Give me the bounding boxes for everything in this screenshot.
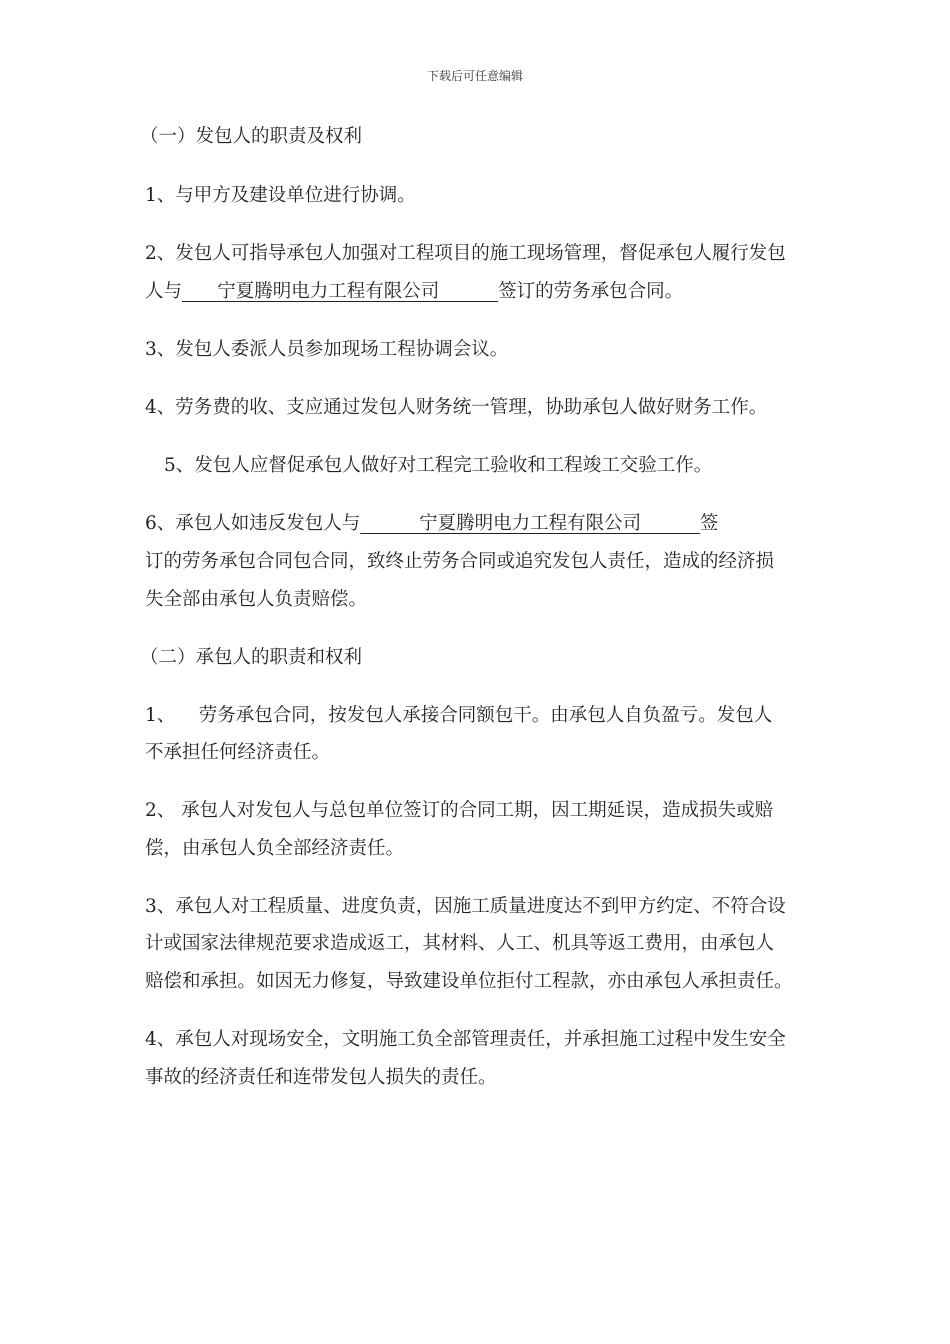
text: 签 [699,513,719,534]
company-name-blank: 宁夏腾明电力工程有限公司 [182,281,499,302]
section1-item6-line2: 订的劳务承包合同包合同，致终止劳务合同或追究发包人责任，造成的经济损 [145,551,775,572]
company-name-blank: 宁夏腾明电力工程有限公司 [360,513,700,534]
section2-item2-line2: 偿，由承包人负全部经济责任。 [145,838,405,859]
section2-item4-line2: 事故的经济责任和连带发包人损失的责任。 [145,1067,497,1088]
section1-item6-line1 [145,511,718,537]
text: 人与 [145,281,183,302]
section2-item3-line2: 计或国家法律规范要求造成返工，其材料、人工、机具等返工费用，由承包人 [145,933,775,954]
section1-item5: 5、发包人应督促承包人做好对工程完工验收和工程竣工交验工作。 [164,455,713,476]
section1-item4: 4、劳务费的收、支应通过发包人财务统一管理，协助承包人做好财务工作。 [145,397,768,418]
section2-item4-line1: 4、承包人对现场安全，文明施工负全部管理责任，并承担施工过程中发生安全 [145,1029,786,1050]
section2-item3-line1: 3、承包人对工程质量、进度负责，因施工质量进度达不到甲方约定、不符合设 [145,896,786,917]
section2-item1-line1: 1、 劳务承包合同，按发包人承接合同额包干。由承包人自负盈亏。发包人 [145,705,773,726]
section2-item1-line2: 不承担任何经济责任。 [145,742,331,763]
section1-item6-line3: 失全部由承包人负责赔偿。 [145,589,368,610]
section1-title: （一）发包人的职责及权利 [140,126,363,147]
section1-item1: 1、与甲方及建设单位进行协调。 [145,185,416,206]
text: 6、承包人如违反发包人与 [145,513,361,534]
section2-item2-line1: 2、 承包人对发包人与总包单位签订的合同工期，因工期延误，造成损失或赔 [145,800,774,821]
page-header: 下载后可任意编辑 [426,69,523,83]
section2-title: （二）承包人的职责和权利 [140,647,363,668]
section1-item2-line2 [145,279,683,305]
section1-item3: 3、发包人委派人员参加现场工程协调会议。 [145,339,509,360]
section1-item2-line1: 2、发包人可指导承包人加强对工程项目的施工现场管理，督促承包人履行发包 [145,243,786,264]
section2-item3-line3: 赔偿和承担。如因无力修复，导致建设单位拒付工程款，亦由承包人承担责任。 [145,971,793,992]
text: 签订的劳务承包合同。 [498,281,684,302]
